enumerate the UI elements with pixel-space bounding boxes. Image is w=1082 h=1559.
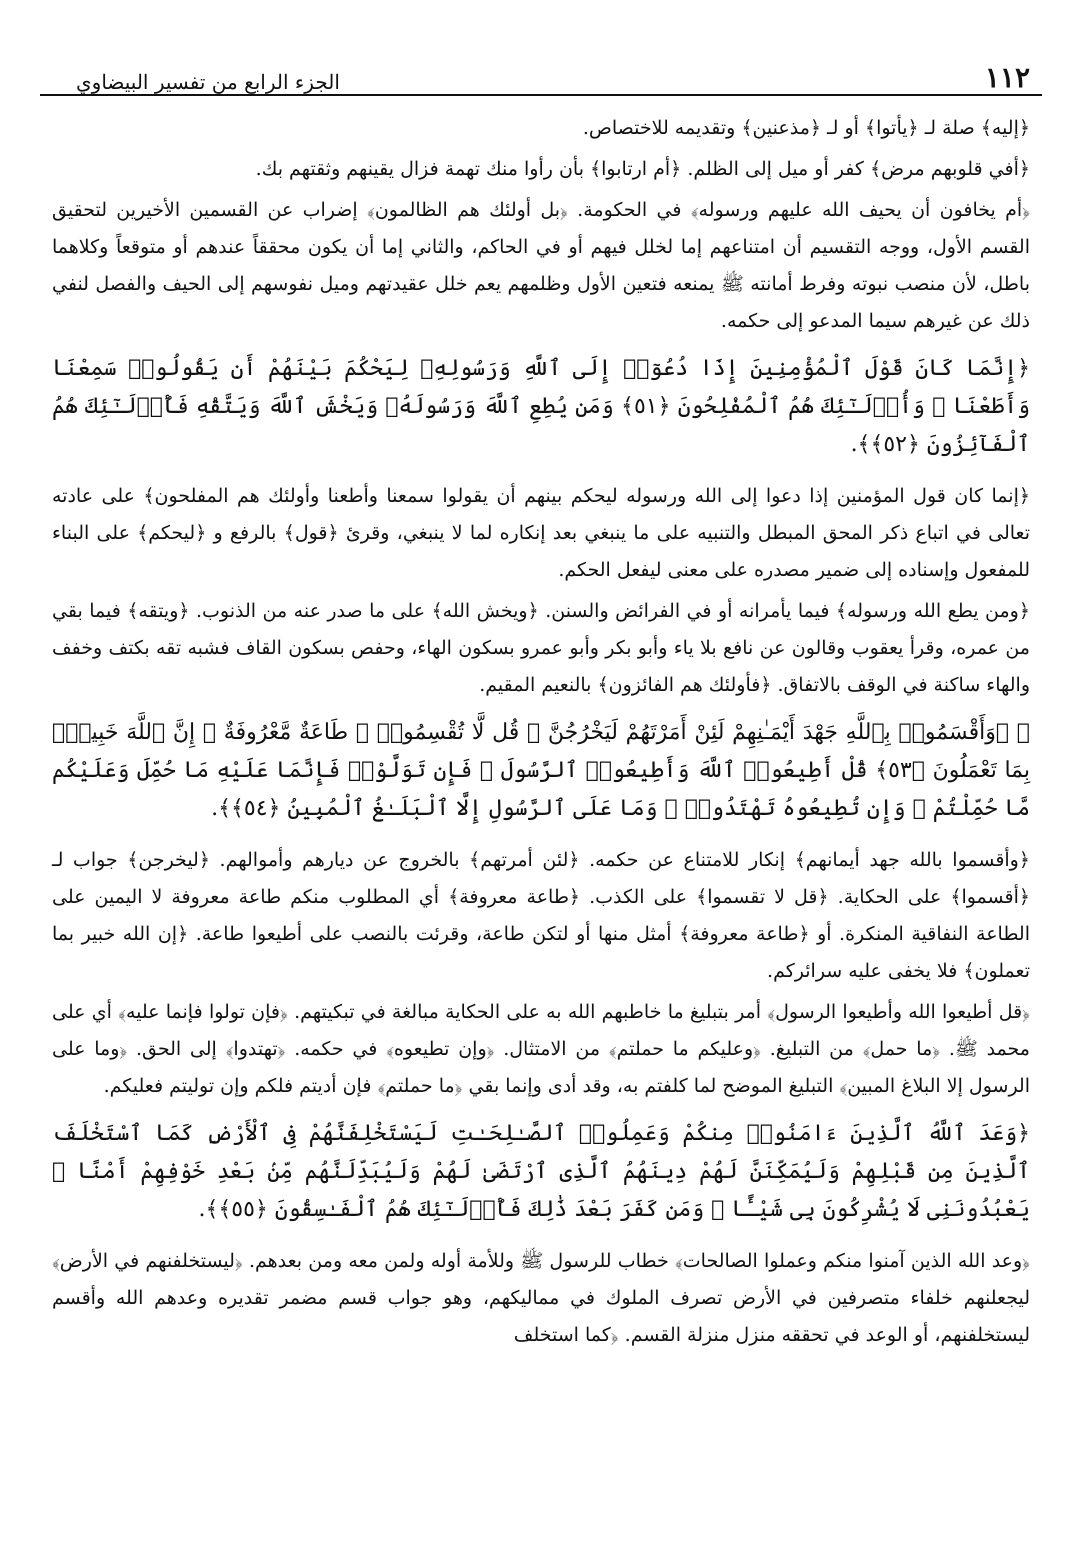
commentary-paragraph: ﴿وأقسموا بالله جهد أيمانهم﴾ إنكار للامتناع عن حكمه. ﴿لئن أمرتهم﴾ بالخروج عن ديارهم وأموالهم. ﴿ليخرجن﴾ جواب لـ ﴿أقسموا﴾ على الحكاية. ﴿قل لا تقسموا﴾ على الكذب. ﴿طاعة معروفة﴾ أي المطلوب منكم طاعة معروفة لا اليمين على الطاعة النفاقية المنكرة. أو ﴿طاعة معروفة﴾ أمثل منها أو لتكن طاعة، وقرئت بالنصب على أطيعوا طاعة. ﴿إن الله خبير بما تعملون﴾ فلا يخفى عليه سرائركم. [52,849,1030,982]
quran-verse-block: ﴿إِنَّمَا كَانَ قَوْلَ ٱلْمُؤْمِنِينَ إِذَا دُعُوٓا۟ إِلَى ٱللَّهِ وَرَسُولِهِۦ لِيَحْكُمَ بَيْنَهُمْ أَن يَقُولُوا۟ سَمِعْنَا وَأَطَعْنَا ۚ وَأُو۟لَـٰٓئِكَ هُمُ ٱلْمُفْلِحُونَ ﴿٥١﴾ وَمَن يُطِعِ ٱللَّهَ وَرَسُولَهُۥ وَيَخْشَ ٱللَّهَ وَيَتَّقْهِ فَأُو۟لَـٰٓئِكَ هُمُ ٱلْفَآئِزُونَ ﴿٥٢﴾﴾. [52,356,1031,457]
page-header [40,48,1042,96]
page-number: ١١٢ [984,61,1030,94]
running-title: الجزء الرابع من تفسير البيضاوي [76,70,340,94]
commentary-paragraph: ﴿قل أطيعوا الله وأطيعوا الرسول﴾ أمر بتبليغ ما خاطبهم الله به على الحكاية مبالغة في تبكيتهم. ﴿فإن تولوا فإنما عليه﴾ أي على محمد ﷺ. ﴿ما حمل﴾ من التبليغ. ﴿وعليكم ما حملتم﴾ من الامتثال. ﴿وإن تطيعوه﴾ في حكمه. ﴿تهتدوا﴾ إلى الحق. ﴿وما على الرسول إلا البلاغ المبين﴾ التبليغ الموضح لما كلفتم به، وقد أدى وإنما بقي ﴿ما حملتم﴾ فإن أديتم فلكم وإن توليتم فعليكم. [52,1001,1030,1097]
quran-verse-block: ۞ ﴿وَأَقْسَمُوا۟ بِٱللَّهِ جَهْدَ أَيْمَـٰنِهِمْ لَئِنْ أَمَرْتَهُمْ لَيَخْرُجُنَّ ۖ قُل لَّا تُقْسِمُوا۟ ۖ طَاعَةٌ مَّعْرُوفَةٌ ۚ إِنَّ ٱللَّهَ خَبِيرٌۢ بِمَا تَعْمَلُونَ ﴿٥٣﴾ قُلْ أَطِيعُوا۟ ٱللَّهَ وَأَطِيعُوا۟ ٱلرَّسُولَ ۖ فَإِن تَوَلَّوْا۟ فَإِنَّمَا عَلَيْهِ مَا حُمِّلَ وَعَلَيْكُم مَّا حُمِّلْتُمْ ۖ وَإِن تُطِيعُوهُ تَهْتَدُوا۟ ۚ وَمَا عَلَى ٱلرَّسُولِ إِلَّا ٱلْبَلَـٰغُ ٱلْمُبِينُ ﴿٥٤﴾﴾. [52,720,1030,821]
commentary-paragraph: ﴿أفي قلوبهم مرض﴾ كفر أو ميل إلى الظلم. ﴿أم ارتابوا﴾ بأن رأوا منك تهمة فزال يقينهم وثقتهم بك. [255,158,1030,180]
commentary-paragraph: ﴿وعد الله الذين آمنوا منكم وعملوا الصالحات﴾ خطاب للرسول ﷺ وللأمة أوله ولمن معه ومن بعدهم. ﴿ليستخلفنهم في الأرض﴾ ليجعلنهم خلفاء متصرفين في الأرض تصرف الملوك في مماليكهم، وهو جواب قسم مضمر تقديره وعدهم الله وأقسم ليستخلفنهم، أو الوعد في تحققه منزل منزلة القسم. ﴿كما استخلف [52,1250,1030,1346]
commentary-paragraph: ﴿إنما كان قول المؤمنين إذا دعوا إلى الله ورسوله ليحكم بينهم أن يقولوا سمعنا وأطعنا وأولئك هم المفلحون﴾ على عادته تعالى في اتباع ذكر المحق المبطل والتنبيه على ما ينبغي بعد إنكاره لما لا ينبغي، وقرئ ﴿قول﴾ بالرفع و ﴿ليحكم﴾ على البناء للمفعول وإسناده إلى ضمير مصدره على معنى ليفعل الحكم. [52,485,1030,581]
commentary-paragraph: ﴿ومن يطع الله ورسوله﴾ فيما يأمرانه أو في الفرائض والسنن. ﴿ويخش الله﴾ على ما صدر عنه من الذنوب. ﴿ويتقه﴾ فيما بقي من عمره، وقرأ يعقوب وقالون عن نافع بلا ياء وأبو بكر وأبو عمرو بسكون الهاء، وحفص بسكون القاف فشبه تقه بكتف وخفف والهاء ساكنة في الوقف بالاتفاق. ﴿فأولئك هم الفائزون﴾ بالنعيم المقيم. [52,600,1030,696]
page-content [40,96,1042,1354]
quran-verse-block: ﴿وَعَدَ ٱللَّهُ ٱلَّذِينَ ءَامَنُوا۟ مِنكُمْ وَعَمِلُوا۟ ٱلصَّـٰلِحَـٰتِ لَيَسْتَخْلِفَنَّهُمْ فِى ٱلْأَرْضِ كَمَا ٱسْتَخْلَفَ ٱلَّذِينَ مِن قَبْلِهِمْ وَلَيُمَكِّنَنَّ لَهُمْ دِينَهُمُ ٱلَّذِى ٱرْتَضَىٰ لَهُمْ وَلَيُبَدِّلَنَّهُم مِّنۢ بَعْدِ خَوْفِهِمْ أَمْنًا ۚ يَعْبُدُونَنِى لَا يُشْرِكُونَ بِى شَيْـًٔا ۚ وَمَن كَفَرَ بَعْدَ ذَٰلِكَ فَأُو۟لَـٰٓئِكَ هُمُ ٱلْفَـٰسِقُونَ ﴿٥٥﴾﴾. [52,1121,1030,1222]
commentary-paragraph: ﴿أم يخافون أن يحيف الله عليهم ورسوله﴾ في الحكومة. ﴿بل أولئك هم الظالمون﴾ إضراب عن القسمين الأخيرين لتحقيق القسم الأول، ووجه التقسيم أن امتناعهم إما لخلل فيهم أو في الحاكم، والثاني إما أن يكون محققاً عندهم أو متوقعاً وكلاهما باطل، لأن منصب نبوته وفرط أمانته ﷺ يمنعه فتعين الأول وظلمهم يعم خلل عقيدتهم وميل نفوسهم إلى الحيف والفصل لنفي ذلك عن غيرهم سيما المدعو إلى حكمه. [52,199,1030,332]
commentary-paragraph: ﴿إليه﴾ صلة لـ ﴿يأتوا﴾ أو لـ ﴿مذعنين﴾ وتقديمه للاختصاص. [582,117,1030,139]
